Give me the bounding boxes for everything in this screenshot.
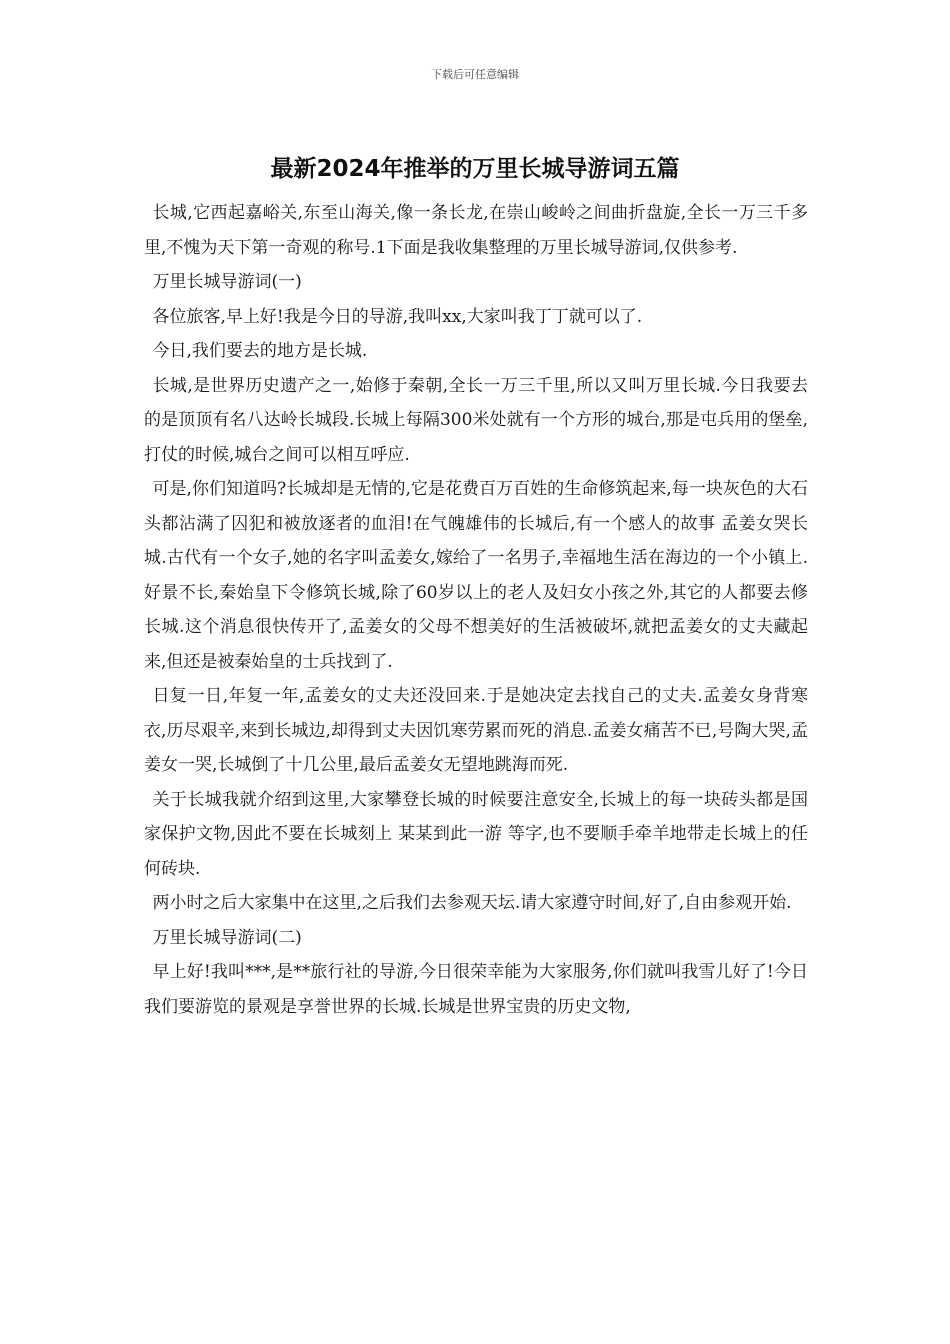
paragraph: 可是,你们知道吗?长城却是无情的,它是花费百万百姓的生命修筑起来,每一块灰色的大石头都沾满了囚犯和被放逐者的血泪!在气魄雄伟的长城后,有一个感人的故事 孟姜女哭长城.古代有一个女子,她的名字叫孟姜女,嫁给了一名男子,幸福地生活在海边的一个小镇上.好景不长,秦始皇下令修筑长城,除了60岁以上的老人及妇女小孩之外,其它的人都要去修长城.这个消息很快传开了,孟姜女的父母不想美好的生活被破坏,就把孟姜女的丈夫藏起来,但还是被秦始皇的士兵找到了. [144,479,808,672]
paragraph: 日复一日,年复一年,孟姜女的丈夫还没回来.于是她决定去找自己的丈夫.孟姜女身背寒衣,历尽艰辛,来到长城边,却得到丈夫因饥寒劳累而死的消息.孟姜女痛苦不已,号陶大哭,孟姜女一哭,长城倒了十几公里,最后孟姜女无望地跳海而死. [144,686,808,775]
paragraph: 今日,我们要去的地方是长城. [152,341,368,361]
paragraph: 关于长城我就介绍到这里,大家攀登长城的时候要注意安全,长城上的每一块砖头都是国家保护文物,因此不要在长城刻上 某某到此一游 等字,也不要顺手牵羊地带走长城上的任何砖块. [144,789,808,879]
page-header: 下载后可任意编辑 [431,68,519,81]
paragraph: 长城,是世界历史遗产之一,始修于秦朝,全长一万三千里,所以又叫万里长城.今日我要去的是顶顶有名八达岭长城段.长城上每隔300米处就有一个方形的城台,那是屯兵用的堡垒,打仗的时候,城台之间可以相互呼应. [144,375,808,465]
paragraph-intro: 长城,它西起嘉峪关,东至山海关,像一条长龙,在崇山峻岭之间曲折盘旋,全长一万三千多里,不愧为天下第一奇观的称号.1下面是我收集整理的万里长城导游词,仅供参考. [144,203,808,258]
paragraph: 两小时之后大家集中在这里,之后我们去参观天坛.请大家遵守时间,好了,自由参观开始. [152,893,792,913]
section-heading-2: 万里长城导游词(二) [152,927,302,948]
document-title: 最新2024年推举的万里长城导游词五篇 [270,156,680,182]
document-body [144,196,808,1024]
paragraph: 早上好!我叫***,是**旅行社的导游,今日很荣幸能为大家服务,你们就叫我雪儿好了!今日我们要游览的景观是享誉世界的长城.长城是世界宝贵的历史文物, [144,962,808,1017]
section-heading-1: 万里长城导游词(一) [152,272,302,292]
paragraph: 各位旅客,早上好!我是今日的导游,我叫xx,大家叫我丁丁就可以了. [152,306,643,327]
